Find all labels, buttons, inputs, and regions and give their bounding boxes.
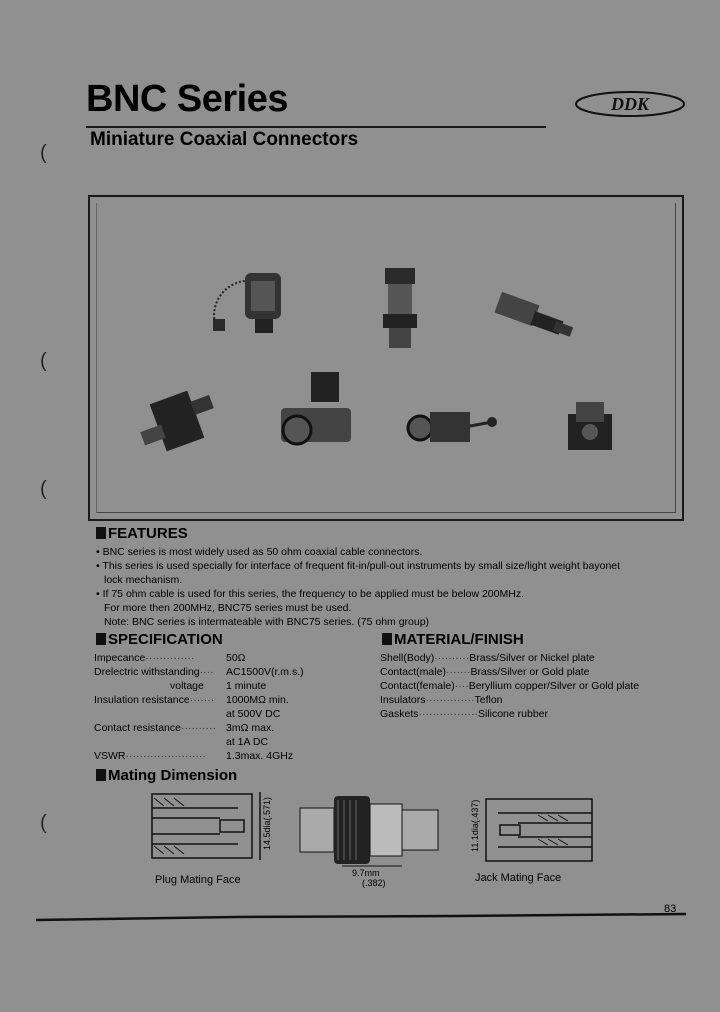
feature-item: lock mechanism. [104, 574, 183, 586]
center-dimension-inch: (.382) [362, 878, 386, 888]
connector-straight-image [375, 263, 425, 353]
connector-jack-angle-image [275, 368, 365, 458]
title-underline [86, 126, 546, 128]
binder-hole-mark: ( [40, 478, 47, 500]
material-row: Insulators··············Teflon [380, 694, 503, 706]
spec-value: 1 minute [226, 680, 267, 692]
material-row: Contact(male)·······Brass/Silver or Gold plate [380, 666, 590, 678]
spec-row: Impecance·············· [94, 652, 195, 664]
feature-item: For more then 200MHz, BNC75 series must be used. [104, 602, 352, 614]
spec-row: VSWR······················· [94, 750, 206, 762]
material-heading: MATERIAL/FINISH [382, 631, 524, 648]
spec-value: at 1A DC [226, 736, 269, 748]
connector-side-drawing [298, 790, 443, 870]
binder-hole-mark: ( [40, 142, 47, 164]
binder-hole-mark: ( [40, 350, 47, 372]
connector-cap-chain-image [205, 263, 295, 343]
spec-row: Insulation resistance······· [94, 694, 215, 706]
material-row: Gaskets·················Silicone rubber [380, 708, 549, 720]
feature-item: • This series is used specially for interface of frequent fit-in/pull-out instruments by small size/light weight bayonet [96, 560, 621, 572]
spec-value: AC1500V(r.m.s.) [226, 666, 304, 678]
plug-caption: Plug Mating Face [155, 874, 241, 886]
spec-value: 50Ω [226, 652, 246, 664]
jack-mating-face-drawing [478, 795, 598, 865]
feature-item: • If 75 ohm cable is used for this series, the frequency to be applied must be below 200MHz. [96, 588, 524, 600]
page-title: BNC Series [86, 78, 288, 120]
connector-panel-image [137, 388, 217, 458]
features-list [96, 545, 696, 629]
logo-text: DDK [610, 94, 650, 114]
page-subtitle: Miniature Coaxial Connectors [90, 129, 359, 150]
spec-value: 3mΩ max. [226, 722, 275, 734]
connector-flange-image [562, 398, 622, 458]
spec-value: at 500V DC [226, 708, 281, 720]
product-photo-area [96, 203, 676, 513]
plug-diameter-dimension: 14.5dia(.571) [262, 796, 272, 850]
ddk-logo [574, 90, 686, 118]
material-row: Shell(Body)··········Brass/Silver or Nickel plate [380, 652, 595, 664]
feature-item: • BNC series is most widely used as 50 ohm coaxial cable connectors. [96, 546, 423, 558]
jack-caption: Jack Mating Face [475, 872, 562, 884]
material-row: Contact(female)····Beryllium copper/Silver or Gold plate [380, 680, 640, 692]
binder-hole-mark: ( [40, 812, 47, 834]
specification-heading: SPECIFICATION [96, 631, 223, 648]
jack-diameter-dimension: 11.1dia(.437) [470, 799, 480, 852]
feature-note: Note: BNC series is intermateable with BNC75 series. (75 ohm group) [104, 616, 430, 628]
spec-row: Contact resistance·········· [94, 722, 216, 734]
spec-value: 1.3max. 4GHz [226, 750, 294, 762]
page-number: 83 [664, 903, 677, 915]
connector-right-angle-image [492, 288, 582, 358]
spec-value: 1000MΩ min. [226, 694, 289, 706]
center-dimension: 9.7mm [352, 868, 380, 878]
features-heading: FEATURES [96, 525, 188, 542]
mating-dimension-heading: Mating Dimension [96, 767, 237, 784]
connector-pcb-image [402, 398, 502, 458]
bottom-rule [36, 908, 686, 922]
spec-row: Drelectric withstanding···· [94, 666, 214, 678]
spec-row: voltage [170, 680, 204, 692]
